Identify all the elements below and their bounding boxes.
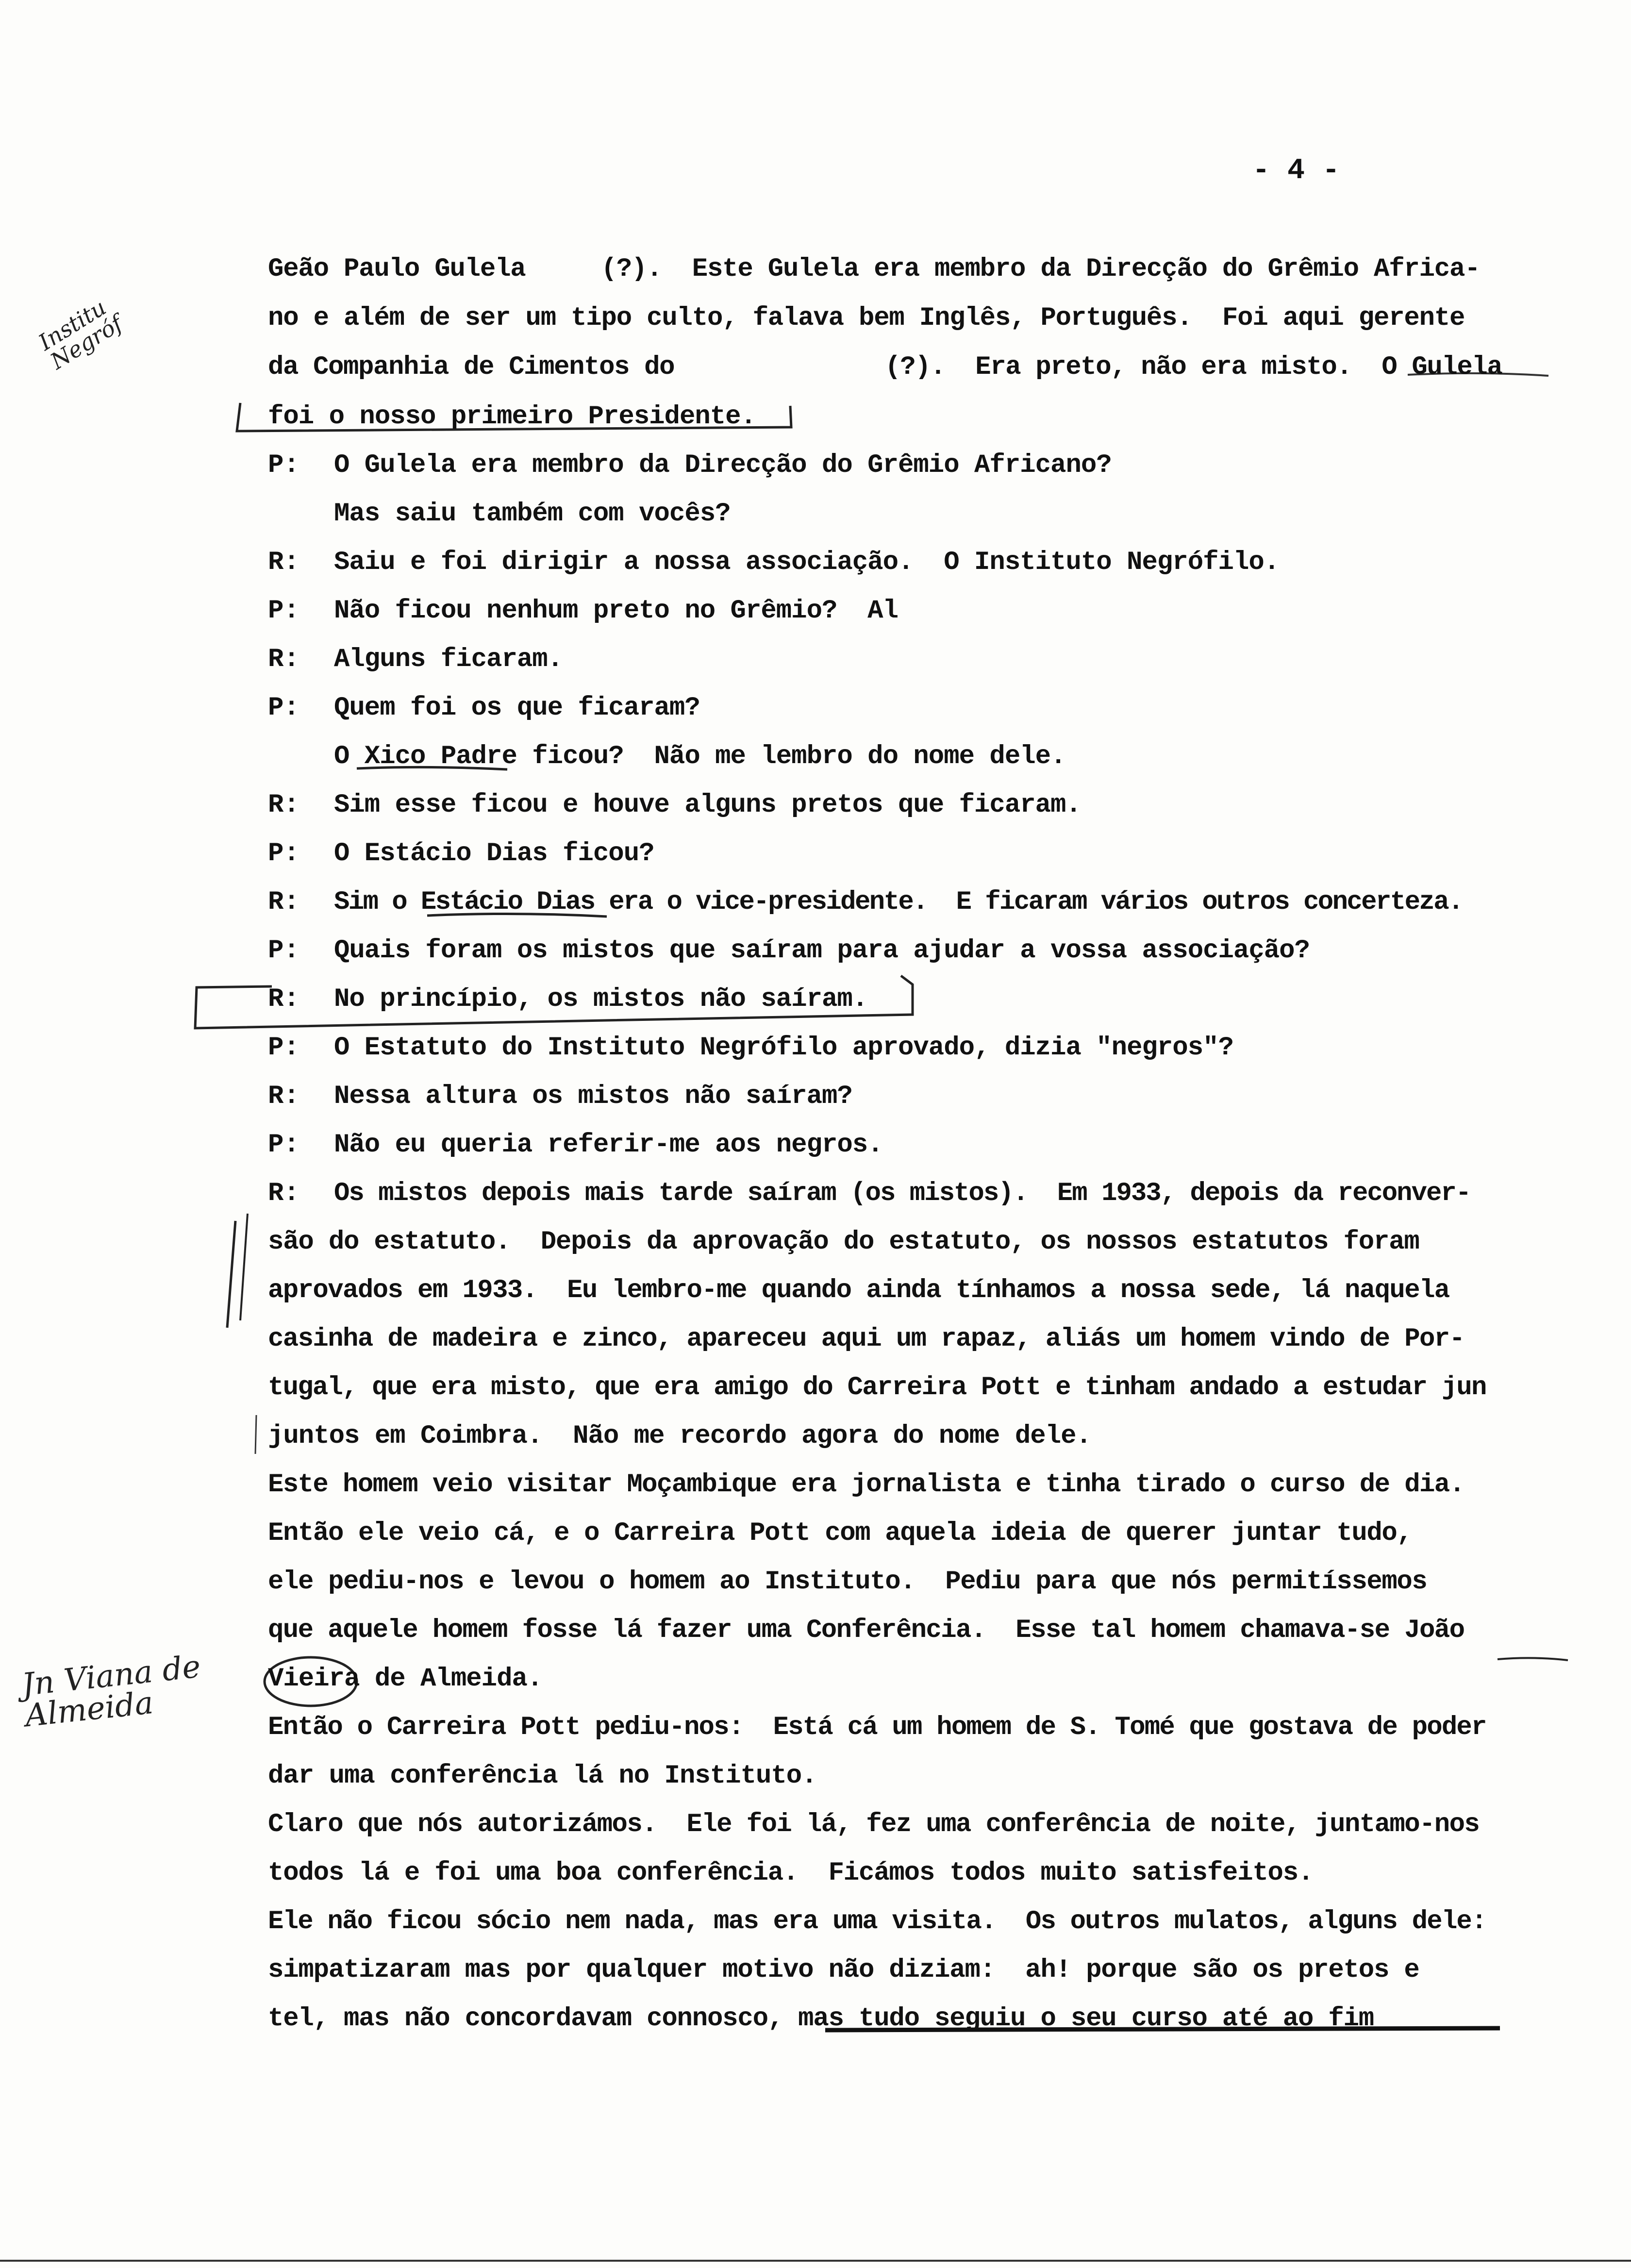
- line-text: Não ficou nenhum preto no Grêmio? Al: [334, 596, 898, 626]
- line-text: da Companhia de Cimentos do (?). Era preto, não era misto. O Gulela: [268, 352, 1502, 382]
- line-text: casinha de madeira e zinco, apareceu aqui um rapaz, aliás um homem vindo de Por-: [268, 1324, 1465, 1354]
- line-text: foi o nosso primeiro Presidente.: [268, 402, 756, 432]
- line-text: dar uma conferência lá no Instituto.: [268, 1761, 817, 1791]
- line-text: tugal, que era misto, que era amigo do Carreira Pott e tinham andado a estudar jun: [268, 1373, 1486, 1402]
- line-text: todos lá e foi uma boa conferência. Ficámos todos muito satisfeitos.: [268, 1858, 1314, 1888]
- page-number: - 4 -: [1252, 154, 1340, 187]
- speaker-label: P:: [268, 839, 300, 868]
- line-text: Geão Paulo Gulela (?). Este Gulela era membro da Direcção do Grêmio Africa-: [268, 254, 1480, 284]
- line-text: aprovados em 1933. Eu lembro-me quando ainda tínhamos a nossa sede, lá naquela: [268, 1276, 1449, 1305]
- speaker-label: R:: [268, 548, 300, 577]
- speaker-label: P:: [268, 1033, 300, 1063]
- margin-line-1: [227, 1221, 235, 1328]
- line-text: Os mistos depois mais tarde saíram (os mistos). Em 1933, depois da reconver-: [334, 1179, 1471, 1208]
- line-text: Então o Carreira Pott pediu-nos: Está cá um homem de S. Tomé que gostava de poder: [268, 1713, 1486, 1742]
- line-text: Mas saiu também com vocês?: [334, 499, 731, 529]
- scan-bottom-edge: [0, 2260, 1631, 2262]
- speaker-label: R:: [268, 790, 300, 820]
- line-text: Não eu queria referir-me aos negros.: [334, 1130, 883, 1160]
- line-text: Quais foram os mistos que saíram para ajudar a vossa associação?: [334, 936, 1310, 966]
- speaker-label: P:: [268, 693, 300, 723]
- line-text: O Xico Padre ficou? Não me lembro do nome dele.: [334, 742, 1066, 771]
- line-text: Sim o Estácio Dias era o vice-presidente. E ficaram vários outros concerteza.: [334, 887, 1463, 917]
- line-text: Saiu e foi dirigir a nossa associação. O Instituto Negrófilo.: [334, 548, 1280, 577]
- speaker-label: R:: [268, 1179, 300, 1208]
- line-text: são do estatuto. Depois da aprovação do estatuto, os nossos estatutos foram: [268, 1227, 1419, 1257]
- speaker-label: P:: [268, 596, 300, 626]
- speaker-label: P:: [268, 1130, 300, 1160]
- line-text: O Gulela era membro da Direcção do Grêmio Africano?: [334, 450, 1112, 480]
- line-text: Então ele veio cá, e o Carreira Pott com aquela ideia de querer juntar tudo,: [268, 1518, 1412, 1548]
- line-text: simpatizaram mas por qualquer motivo não diziam: ah! porque são os pretos e: [268, 1955, 1419, 1985]
- underline-joao: [1498, 1658, 1568, 1660]
- speaker-label: R:: [268, 645, 300, 674]
- line-text: O Estácio Dias ficou?: [334, 839, 654, 868]
- line-text: juntos em Coimbra. Não me recordo agora do nome dele.: [268, 1421, 1091, 1451]
- speaker-label: R:: [268, 984, 300, 1014]
- margin-line-2: [240, 1214, 248, 1320]
- line-text: Nessa altura os mistos não saíram?: [334, 1082, 852, 1111]
- margin-tick: [255, 1415, 256, 1454]
- line-text: Claro que nós autorizámos. Ele foi lá, fez uma conferência de noite, juntamo-nos: [268, 1810, 1480, 1839]
- line-text: Alguns ficaram.: [334, 645, 563, 674]
- line-text: Ele não ficou sócio nem nada, mas era uma visita. Os outros mulatos, alguns dele:: [268, 1907, 1486, 1936]
- line-text: O Estatuto do Instituto Negrófilo aprovado, dizia "negros"?: [334, 1033, 1233, 1063]
- speaker-label: R:: [268, 1082, 300, 1111]
- line-text: Quem foi os que ficaram?: [334, 693, 700, 723]
- line-text: que aquele homem fosse lá fazer uma Conferência. Esse tal homem chamava-se João: [268, 1616, 1465, 1645]
- line-text: No princípio, os mistos não saíram.: [334, 984, 868, 1014]
- line-text: Vieira de Almeida.: [268, 1664, 543, 1694]
- line-text: Sim esse ficou e houve alguns pretos que ficaram.: [334, 790, 1081, 820]
- line-text: ele pediu-nos e levou o homem ao Instituto. Pediu para que nós permitíssemos: [268, 1567, 1427, 1597]
- line-text: Este homem veio visitar Moçambique era jornalista e tinha tirado o curso de dia.: [268, 1470, 1465, 1500]
- line-text: no e além de ser um tipo culto, falava bem Inglês, Português. Foi aqui gerente: [268, 303, 1465, 333]
- margin-note-top: Institu Negróf: [33, 294, 127, 375]
- speaker-label: P:: [268, 450, 300, 480]
- margin-note-bottom: Jn Viana de Almeida: [20, 1649, 202, 1734]
- line-text: tel, mas não concordavam connosco, mas tudo seguiu o seu curso até ao fim: [268, 2004, 1374, 2034]
- speaker-label: P:: [268, 936, 300, 966]
- speaker-label: R:: [268, 887, 300, 917]
